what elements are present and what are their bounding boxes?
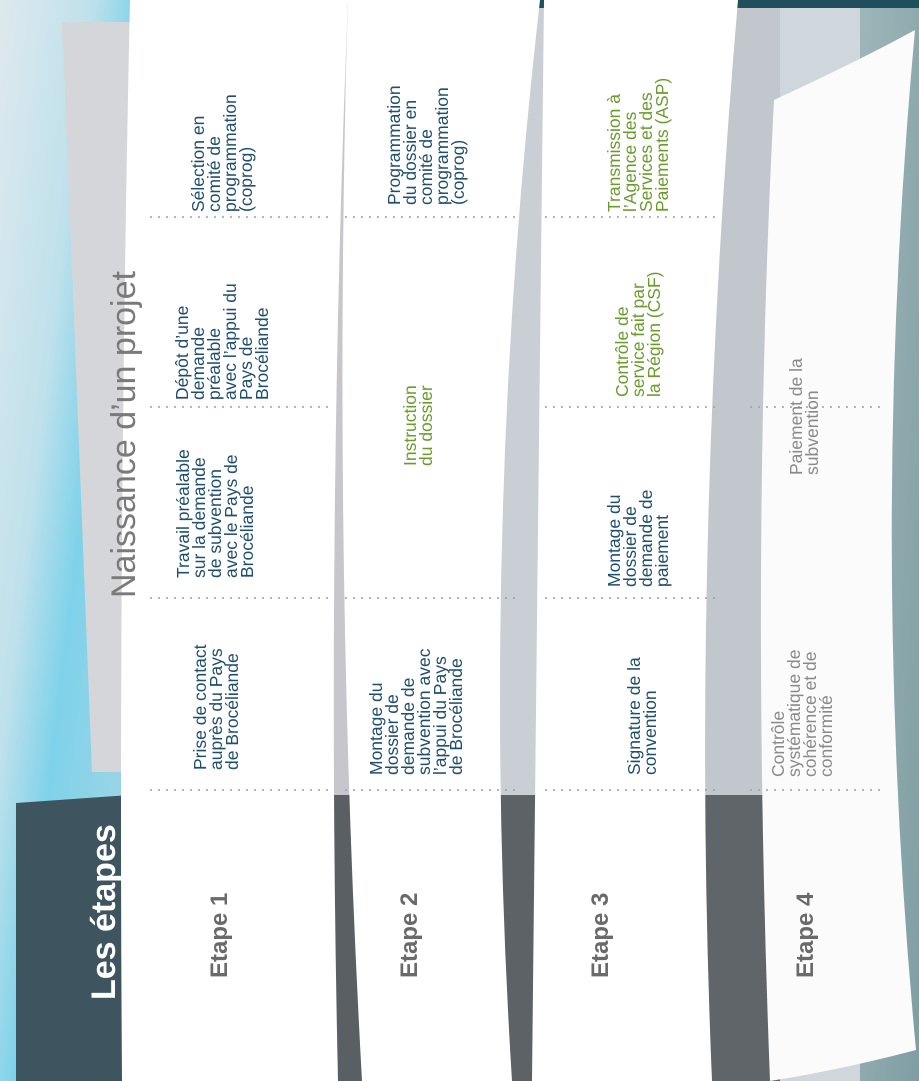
step-2-cell-2: Instruction du dossier	[400, 385, 436, 466]
step-3-cell-1: Signature de la convention	[624, 657, 660, 775]
step-label-2: Etape 2	[396, 892, 423, 978]
step-label-4: Etape 4	[792, 892, 819, 978]
step-2-cell-3: Programmation du dossier en comité de programmation (coprog)	[384, 85, 468, 205]
step-1-cell-4: Sélection en comité de programmation (coprog)	[188, 94, 256, 212]
step-label-3: Etape 3	[587, 892, 614, 978]
step-1-cell-3: Dépôt d’une demande préalable avec l’appui du Pays de Brocéliande	[172, 283, 272, 400]
step-label-1: Etape 1	[206, 892, 233, 978]
step-3-cell-2: Montage du dossier de demande de paiement	[604, 489, 672, 587]
step-3-cell-3: Contrôle de service fait par la Région (CSF)	[612, 271, 664, 397]
step-3-cell-4: Transmission à l’Agence des Services et des Paiements (ASP)	[604, 77, 672, 212]
step-1-cell-2: Travail préalable sur la demande de subvention avec le Pays de Brocéliande	[173, 449, 257, 578]
step-4-cell-2: Paiement de la subvention	[786, 358, 822, 475]
diagram-title: Les étapes	[85, 824, 123, 1000]
step-4-cell-1: Contrôle systématique de cohérence et de conformité	[768, 649, 836, 777]
step-1-cell-1: Prise de contact auprès du Pays de Brocéliande	[190, 644, 242, 770]
step-2-cell-1: Montage du dossier de demande de subvention avec l’appui du Pays de Brocéliande	[366, 648, 466, 775]
banner-title: Naissance d’un projet	[105, 271, 143, 598]
